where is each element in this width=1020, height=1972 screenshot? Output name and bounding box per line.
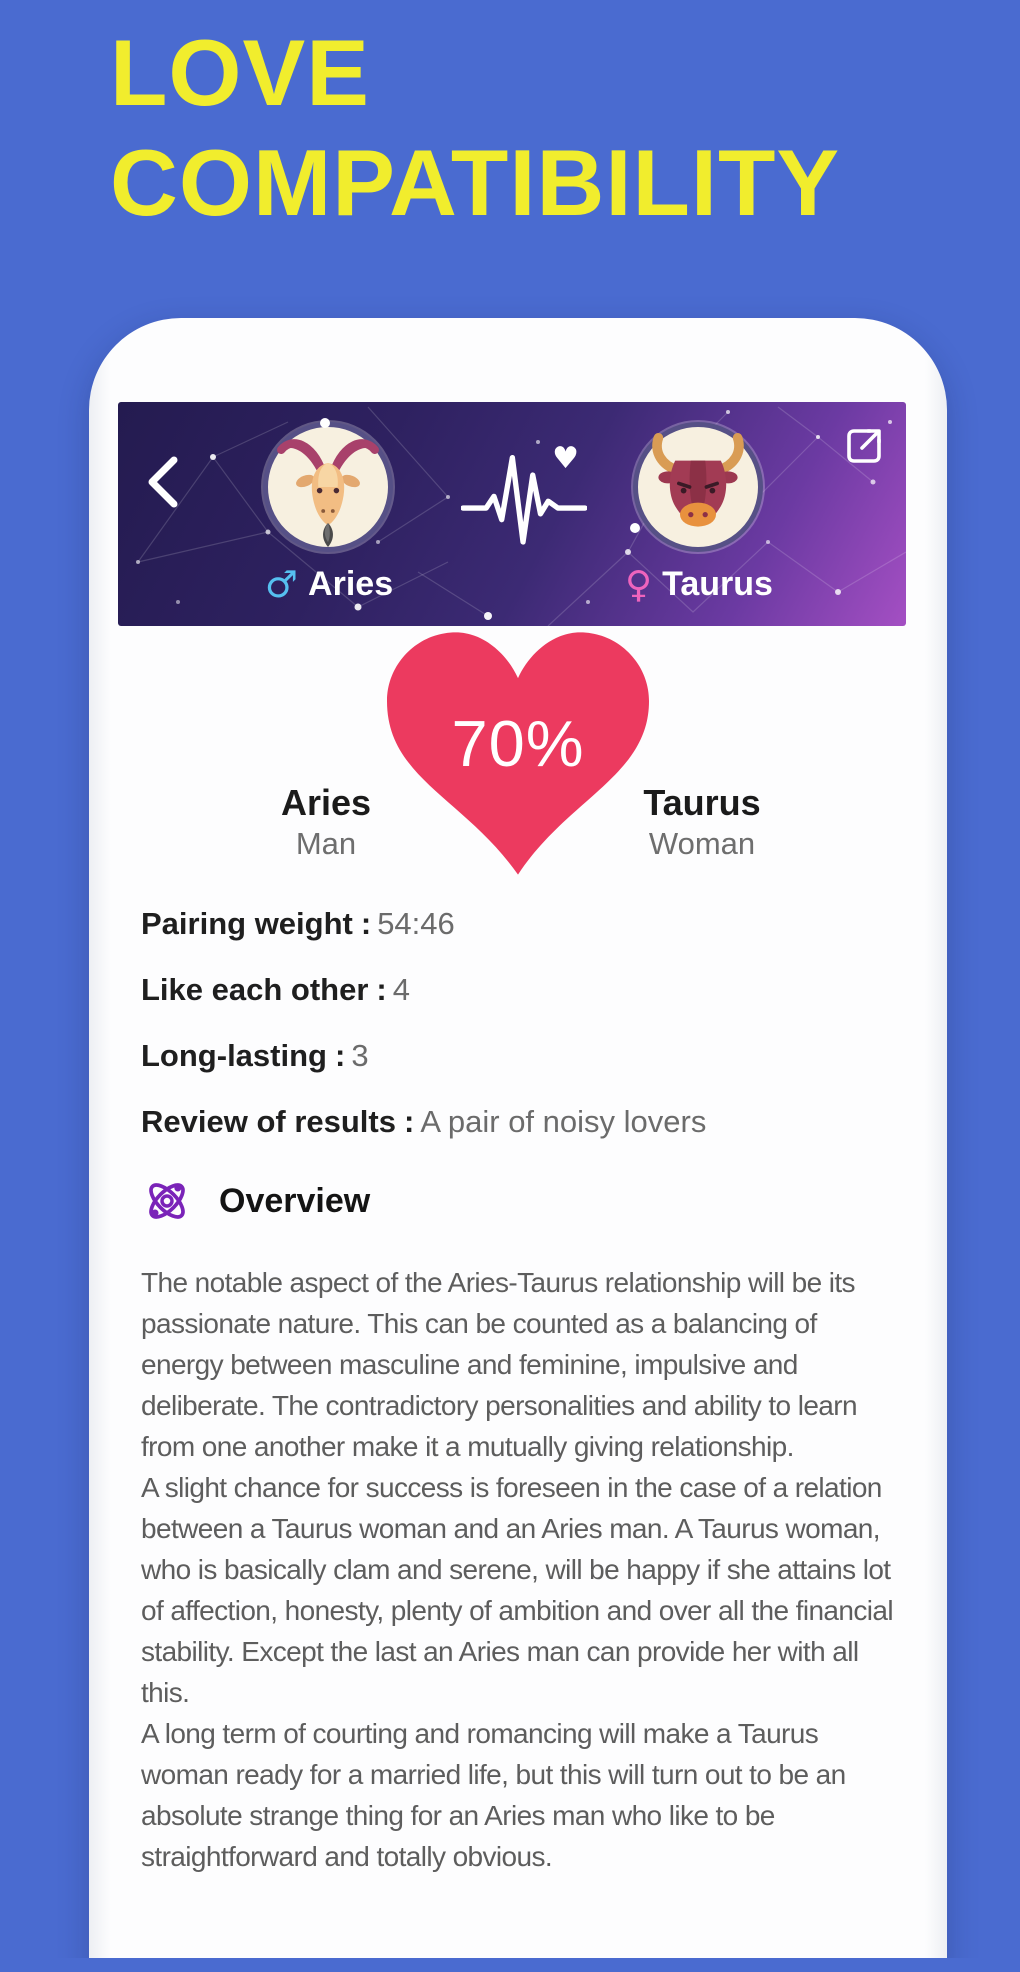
stat-separator: :	[360, 906, 372, 941]
stat-value: 54:46	[377, 906, 455, 941]
stat-value: 3	[351, 1038, 369, 1073]
stat-separator: :	[376, 972, 387, 1007]
stat-row-like-each-other	[141, 972, 901, 1008]
page-title	[110, 18, 840, 238]
pair-left	[221, 782, 431, 864]
overview-paragraph: A slight chance for success is foreseen in the case of a relation between a Taurus woman and an Aries man. A Taurus woman, who is basically clam and serene, will be happy if she attains lot of affection, honesty, plenty of ambition and over all the financial stability. Except the last an Aries man can provide her with all this.	[141, 1472, 893, 1708]
taurus-bull-icon	[638, 427, 758, 547]
avatar-aries	[263, 422, 393, 552]
male-symbol-icon: ♂	[264, 562, 299, 606]
stat-separator: :	[334, 1038, 346, 1073]
header-label-aries	[229, 562, 429, 606]
page-title-line1: LOVE	[110, 20, 370, 125]
phone-frame	[89, 318, 947, 1972]
overview-paragraph: The notable aspect of the Aries-Taurus relationship will be its passionate nature. This can be counted as a balancing of energy between masculine and feminine, impulsive and deliberate. The contradictory personalities and ability to learn from one another make it a mutually giving relationship.	[141, 1267, 857, 1462]
stat-label: Long-lasting	[141, 1038, 327, 1073]
stat-separator: :	[403, 1104, 415, 1139]
page-title-line2: COMPATIBILITY	[110, 130, 841, 235]
pair-sign-name: Taurus	[643, 782, 761, 823]
stat-label: Like each other	[141, 972, 369, 1007]
female-symbol-icon: ♀	[625, 562, 653, 606]
avatar-taurus	[633, 422, 763, 552]
overview-paragraph: A long term of courting and romancing will make a Taurus woman ready for a married life, but this will turn out to be an absolute strange thing for an Aries man who like to be straightforward and totally obvious.	[141, 1718, 846, 1872]
pair-role: Man	[295, 826, 357, 861]
match-header	[118, 402, 906, 626]
compatibility-percentage: 70%	[451, 707, 585, 780]
pair-sign-name: Aries	[280, 782, 372, 823]
back-chevron-icon	[144, 454, 184, 510]
stat-value: 4	[392, 972, 410, 1007]
small-heart-icon: ♥	[552, 441, 579, 476]
atom-icon	[141, 1175, 193, 1227]
aries-goat-icon	[268, 427, 388, 547]
overview-header	[141, 1174, 370, 1228]
header-sign-name: Taurus	[662, 564, 773, 603]
stat-row-review-of-results	[141, 1104, 901, 1140]
share-button[interactable]	[840, 422, 888, 470]
stat-row-long-lasting	[141, 1038, 901, 1074]
constellation-node-dot	[630, 523, 640, 533]
stat-label: Review of results	[141, 1104, 396, 1139]
overview-text	[141, 1262, 899, 1877]
heartbeat-line	[461, 441, 587, 550]
stat-value: A pair of noisy lovers	[420, 1104, 707, 1139]
stat-label: Pairing weight	[141, 906, 353, 941]
back-button[interactable]	[144, 454, 184, 510]
header-label-taurus	[599, 562, 799, 606]
pair-right	[597, 782, 807, 864]
share-icon	[840, 422, 888, 470]
overview-heading: Overview	[219, 1181, 371, 1220]
pair-role: Woman	[648, 826, 756, 861]
bottom-background-strip	[0, 1958, 1020, 1972]
constellation-node-dot	[320, 418, 330, 428]
stat-row-pairing-weight	[141, 906, 901, 942]
header-sign-name: Aries	[308, 564, 394, 603]
stats-list	[141, 906, 901, 1170]
